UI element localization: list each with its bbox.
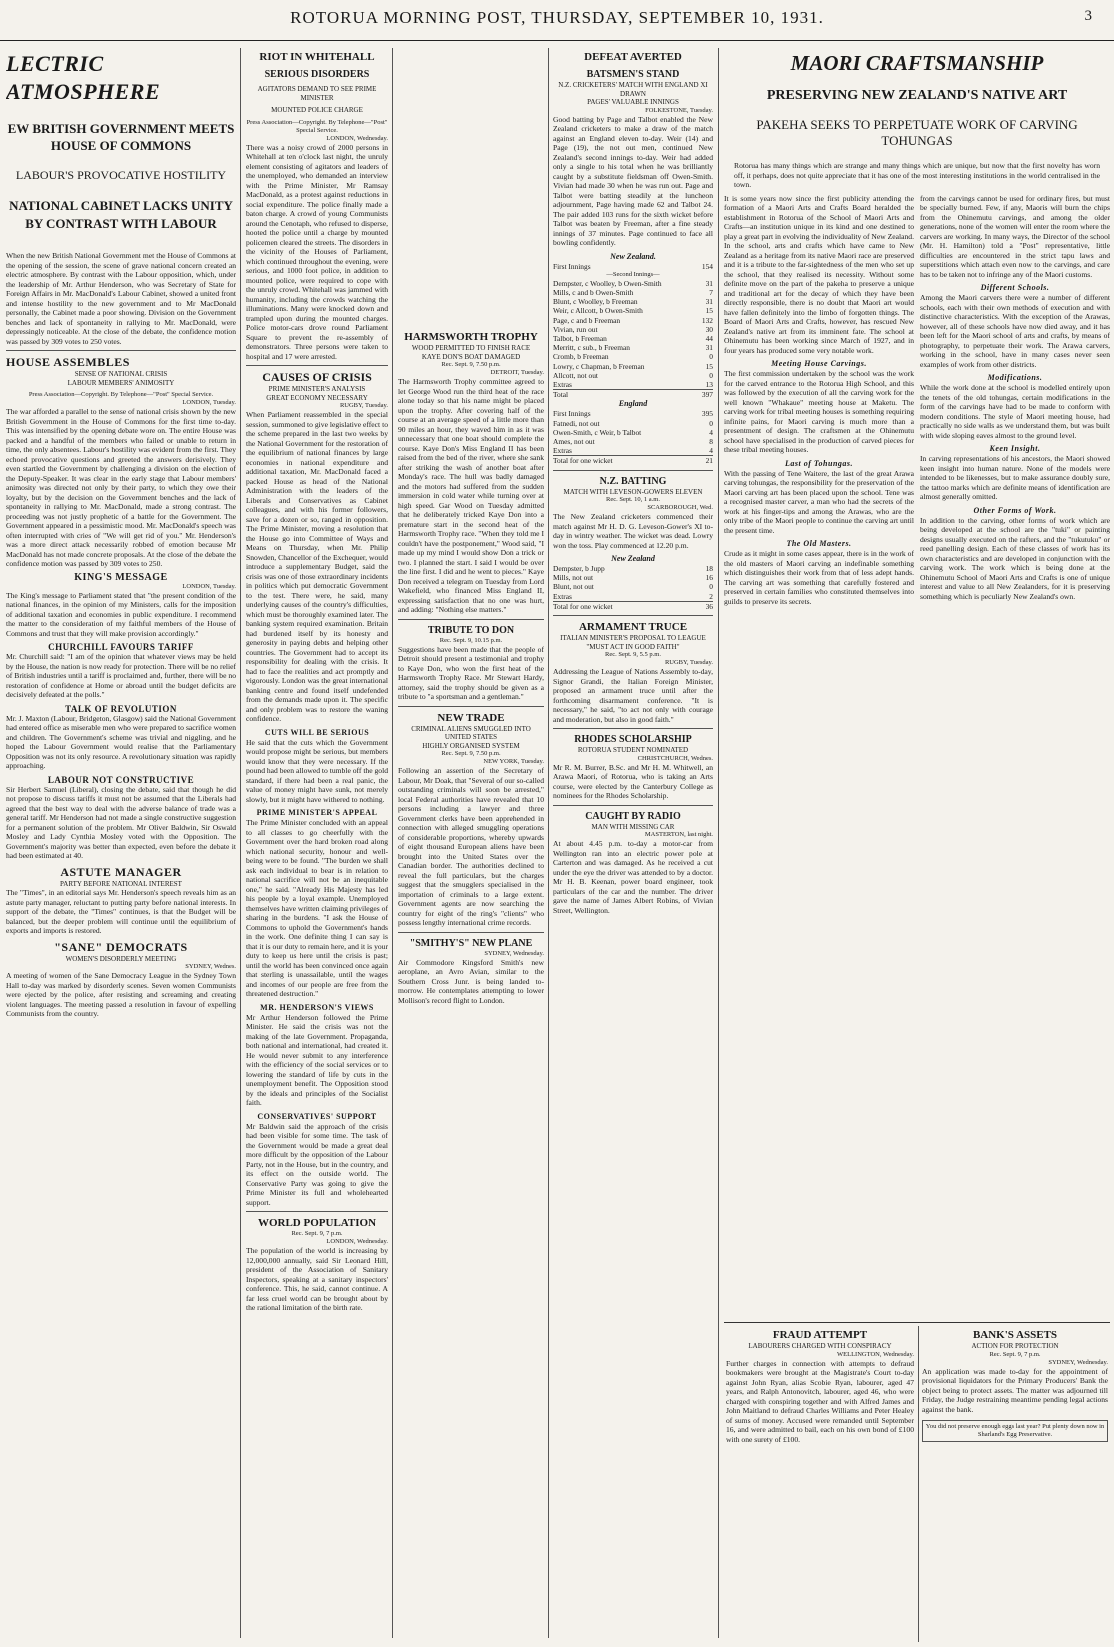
article-body: Good batting by Page and Talbot enabled the New Zealand cricketers to make a draw of the match against an England eleven to-day. Weir (14) and Page (19), the not out men, continued New Zealand's second innings to-day. Weir had added only a single to his total when he was brilliantly caught by a substitute fieldsman off Owen-Smith. Vivian had made 30 when he was run out. Page and Talbot were batting steadily at the luncheon adjournment, Page having made 62 and Talbot 24. The pair added 103 runs for the sixth wicket before Talbot was beaten by Freeman, after a fine steady innings of 37 minutes. Page continued to face all bowling confidently. — [553, 114, 713, 247]
dateline: LONDON, Tuesday. — [182, 399, 236, 406]
dateline: NEW YORK, Tuesday. — [483, 758, 544, 765]
scorecard-row — [553, 409, 713, 418]
rule — [6, 350, 236, 351]
article-body: Crude as it might in some cases appear, there is in the work of the old masters of Maori carving an indefinable something which distinguishes their work from that of less adept hands. The carving art was something that carefully fostered and preserved in certain families who constituted themselves into guilds to preserve its secrets. — [724, 549, 914, 606]
scorecard-value: 0 — [709, 370, 713, 380]
scorecard-table — [553, 409, 713, 418]
rule — [246, 365, 388, 366]
subheadline: ITALIAN MINISTER'S PROPOSAL TO LEAGUE — [560, 634, 706, 643]
dateline: DETROIT, Tuesday. — [490, 369, 544, 376]
rule — [724, 1322, 1110, 1323]
subheadline: ACTION FOR PROTECTION — [971, 1342, 1059, 1350]
wire-credit: Press Association—Copyright. By Telephone—"Post" Special Service. — [246, 118, 388, 134]
scorecard-row — [553, 390, 713, 400]
dateline: RUGBY, Tuesday. — [664, 659, 713, 667]
subheadline: "MUST ACT IN GOOD FAITH" — [586, 642, 680, 651]
section-heading: TALK OF REVOLUTION — [65, 703, 177, 714]
headline: NEW TRADE — [437, 711, 505, 724]
column-divider — [548, 48, 549, 1638]
dateline: LONDON, Tuesday. — [182, 582, 236, 590]
scorecard-label: Mills, c and b Owen-Smith — [553, 287, 634, 297]
scorecard-value: 0 — [709, 418, 713, 428]
section-subheading: WOMEN'S DISORDERLY MEETING — [65, 954, 177, 963]
scorecard-row — [553, 592, 713, 601]
article-body: Following an assertion of the Secretary of Labour, Mr Doak, that "Several of our so-called outstanding criminals will soon be arrested," local Federal authorities have revealed that 10 persons including a lawyer and three Government clerks have been apprehended in connection with alleged smuggling operations of considerable proportions, whereby upwards of eight thousand European aliens have been brought into the United States over the Canadian border. The authorities declined to reveal the full particulars, but the charges suggest that the smugglers specialised in the importation of criminals to a large extent. Government agents are now searching the country for eight of the ring's "clients" who possess lengthy international crime records. — [398, 766, 544, 927]
article-body: In addition to the carving, other forms of work which are being developed at the school are the "tuki" or painting designs usually executed on the rafters, and the "tukutuku" or reed panelling design. Each of these classes of work has its own characteristics and are developed in conjunction with the carving work. The work which is being done at the Ohinemutu School of Maori Arts and Crafts is one of unique interest and value to all New Zealanders, for it is preserving something which is peculiarly New Zealand's own. — [920, 515, 1110, 601]
scorecard-label: Ames, not out — [553, 436, 595, 446]
dateline: SYDNEY, Wednesday. — [484, 949, 544, 957]
column-divider — [918, 1326, 919, 1642]
scorecard-value: 18 — [705, 564, 713, 574]
rule — [553, 805, 713, 806]
subheadline: WOOD PERMITTED TO FINISH RACE — [411, 344, 531, 352]
scorecard-label: Merritt, c sub., b Freeman — [553, 343, 630, 353]
scorecard-row — [553, 362, 713, 371]
article-body: Sir Herbert Samuel (Liberal), closing the debate, said that though he did not propose to discuss tariffs it must not be assumed that the Liberals had agreed that the best way to deal with the adverse balance of trade was a general tariff. Mr Henderson had not made a single constructive suggestion for a permanent solution of the problem. Mr Oliver Baldwin, Sir Oswald Mosley and Lady Cynthia Mosley voted with the Opposition. The Government's majority was better than expected, even before the debate it had been estimated at 40. — [6, 784, 236, 860]
subheadline: CRIMINAL ALIENS SMUGGLED INTO UNITED STATES — [411, 724, 531, 741]
scorecard-label: Lowry, c Chapman, b Freeman — [553, 361, 645, 371]
scorecard-value: 154 — [701, 261, 713, 271]
scorecard-row — [553, 279, 713, 288]
headline: "SMITHY'S" NEW PLANE — [409, 937, 533, 949]
article-banks-assets — [922, 1328, 1108, 1642]
column-defeat-averted — [553, 50, 713, 1642]
dateline: SYDNEY, Wednesday. — [1048, 1358, 1108, 1366]
headline: HARMSWORTH TROPHY — [404, 331, 538, 343]
subheadline: GREAT ECONOMY NECESSARY — [266, 393, 368, 402]
scorecard-value: 132 — [701, 315, 713, 325]
scorecard-value: 15 — [705, 306, 713, 316]
dateline: LONDON, Wednesday. — [326, 134, 388, 142]
scorecard-table — [553, 455, 713, 465]
scorecard-label: Mills, not out — [553, 573, 594, 583]
subheadline: LABOUR'S PROVOCATIVE HOSTILITY — [15, 168, 227, 182]
scorecard-value: 13 — [705, 379, 713, 389]
subheadline: PAGES' VALUABLE INNINGS — [587, 98, 679, 106]
column-riot-in-whitehall — [246, 50, 388, 1642]
scorecard-value: 4 — [709, 446, 713, 456]
section-heading: CONSERVATIVES' SUPPORT — [257, 1111, 377, 1121]
two-column-body — [724, 194, 1110, 611]
scorecard-row — [553, 343, 713, 352]
scorecard-value: 31 — [705, 297, 713, 307]
body-column-left — [724, 194, 914, 611]
headline: FRAUD ATTEMPT — [772, 1329, 868, 1341]
wire-credit: Rec. Sept. 9, 7 p.m. — [291, 1230, 343, 1237]
section-heading: Last of Tohungas. — [785, 458, 853, 468]
article-body: Mr Arthur Henderson followed the Prime Minister. He said the crisis was not the making of the late Government. Propaganda, both national and international, had created it. He would never submit to any interference with the efficiency of the social services or to lowering the standard of life by cuts in the unemployment benefit. The Opposition stood by the ideals and principles of the Socialist faith. — [246, 1012, 388, 1107]
scorecard-label: Dempster, c Woolley, b Owen-Smith — [553, 278, 662, 288]
section-heading: CHURCHILL FAVOURS TARIFF — [48, 642, 194, 652]
subheadline: PRIME MINISTER'S ANALYSIS — [268, 385, 366, 393]
article-body: Mr. J. Maxton (Labour, Bridgeton, Glasgow) said the National Government had entered office as miserable men who were prepared to sacrifice women and children. The Government's scheme was trivial and niggling, and he hoped the Labour Government would realise that the Parliamentary Opposition was not its only resource. A revolutionary situation was rapidly approaching. — [6, 713, 236, 770]
article-body: Mr R. M. Burrer, B.Sc. and Mr H. M. Whitwell, an Arawa Maori, of Rotorua, who is taking an Arts course, were elected by the Canterbury College as nominees for the Rhodes Scholarship. — [553, 762, 713, 801]
article-body: There was a noisy crowd of 2000 persons in Whitehall at ten o'clock last night, the unruly element consisting of agitators and leaders of the unemployed, who demanded an interview with the Prime Minister, Mr Ramsay MacDonald, as a protest against reductions in social expenditure. The police finally made a baton charge. A crowd of young Communists around the Cenotaph, who refused to disperse, hooted the police until a charge by mounted policemen cleared the streets. The disorders in the vicinity of the Houses of Parliament, which continued throughout the evening, were serious, and 1000 foot police, in addition to mounted police, were required to cope with the unruly crowd. Whitehall was jammed with humanity, including the crowds watching the illuminations. Many were knocked down and trampled upon during the mounted charges. Police motor-cars drove round Parliament Square to prevent the re-assembly of demonstrators. Three persons were taken to hospital and 17 were arrested. — [246, 142, 388, 361]
wire-credit: Press Association—Copyright. By Telephone—"Post" Special Service. — [28, 391, 214, 398]
scorecard-value: 397 — [701, 390, 713, 400]
scorecard-row — [553, 446, 713, 455]
article-body: The first commission undertaken by the school was the work for the carved entrance to the Rotorua High School, and this was followed by the execution of all the carving work for the well known "Whakaue" meeting house at Maketu. The carving work for tribal meeting houses is something requiring infinite pains, for Maori carving is much more than a presentment of design. The craftsmen at the Ohinemutu school have specialised in the production of carved pieces for these tribal meeting houses. — [724, 369, 914, 454]
scorecard-row — [553, 334, 713, 343]
scorecard-label: Weir, c Allcott, b Owen-Smith — [553, 306, 643, 316]
headline: WORLD POPULATION — [257, 1217, 377, 1229]
article-body: Further charges in connection with attempts to defraud bookmakers were brought at the Magistrate's Court to-day against John Ryan, alias Scobie Ryan, labourer, aged 47 years, and Ralph Antonovitch, labourer, aged 46, who were charged with conspiring together and with Alfred James and John Maitland to defraud Charles Williams and Peter Healey of sums of money. Accused were remanded until September 16, and were admitted to bail, each on his own bond of £100 with one surety of £100. — [726, 1358, 914, 1444]
scorecard-row — [553, 601, 713, 611]
advertisement-box — [922, 1420, 1108, 1442]
subheadline: ROTORUA STUDENT NOMINATED — [577, 746, 689, 755]
intro-paragraph: When the new British National Government met the House of Commons at the opening of the session, the scene of grave national concern created an electric atmosphere. By contrast with the Labour opposition, which, under the leadership of Mr. Arthur Henderson, who was Secretary of State for Foreign Affairs in Mr. MacDonald's Labour Cabinet, showed a united front and intense hostility to the new government and to Mr MacDonald personally, the Cabinet made a poor showing. Division on the Government benches and lack of spontaneity in rallying to Mr. MacDonald, were depressingly noticeable. At the close of the debate, the confidence motion was passed by 309 votes to 250 votes. — [6, 251, 236, 346]
headline: BANK'S ASSETS — [972, 1329, 1058, 1341]
subheadline: PRESERVING NEW ZEALAND'S NATIVE ART — [766, 88, 1068, 103]
headline: ARMAMENT TRUCE — [578, 621, 688, 634]
article-body: Addressing the League of Nations Assembly to-day, Signor Grandi, the Italian Foreign Minister, proposed an armament truce until after the forthcoming disarmament conference. "It is necessary," he said, "to act not only with courage and moderation, but also in good faith." — [553, 667, 713, 724]
article-body: The war afforded a parallel to the sense of national crisis shown by the new British Government in the House of Commons for the first time to-day. This was intensified by the opening debate wore on. The entire House was packed and a handful of the members who failed or unable to return in time, the only absentees. Labour's hostility was evident from the first. They echoed provocative questions and greeted the answers derisively. They even startled the Government by challenging a division on the election of the Deputy-Speaker. It was clear in the early stage that Labour members' animosity was directed not only by their party, to which they owe their loyalty, but by the decision on the Government benches and the lack of spontaneity in rallying to Mr. MacDonald, made a strong contrast. The proceeding was not justly prophetic of a battle for the Government. The Government appeared in a pessimistic mood. Mr. MacDonald's speech was often interrupted with cries of "We will get rid of you." Mr. Henderson's was a more direct attack necessarily robbed of emotion because Mr MacDonald has not made concrete proposals. At the close of the debate the confidence motion was passed by 309 votes to 250. — [6, 407, 236, 568]
scorecard-row — [553, 582, 713, 591]
article-fraud-attempt — [726, 1328, 914, 1642]
scorecard-row — [553, 316, 713, 325]
article-body: The New Zealand cricketers commenced their match against Mr H. D. G. Leveson-Gower's XI to-day in wintry weather. The wicket was dead. Lowry won the toss. Play commenced at 12.20 p.m. — [553, 512, 713, 550]
subheadline: EW BRITISH GOVERNMENT MEETS HOUSE OF COMMONS — [7, 121, 235, 153]
rule — [246, 1211, 388, 1212]
body-column-right — [920, 194, 1110, 611]
article-body: A meeting of women of the Sane Democracy League in the Sydney Town Hall to-day was marked by disorderly scenes. Seven women Communists were ejected by the police, after resisting and screaming and creating violent languages. The meeting passed a resolution in favour of expelling Communists from the country. — [6, 971, 236, 1018]
scorecard-label: Blunt, not out — [553, 582, 594, 592]
scorecard-value: 0 — [709, 582, 713, 592]
dateline: FOLKESTONE, Tuesday. — [645, 106, 713, 114]
scorecard-label: Dempster, b Jupp — [553, 564, 605, 574]
scorecard-label: Fatnedi, not out — [553, 418, 600, 428]
article-body: Mr. Churchill said: "I am of the opinion that whatever views may be held by the House, the nation is now ready for protection. There will be no relief of British industries until a tariff is proclaimed and, further, there will be no restoration of confidence at Home or abroad until the budget deficits are decisively defeated at the polls." — [6, 652, 236, 699]
scorecard-label: Extras — [553, 379, 572, 389]
dateline: LONDON, Wednesday. — [326, 1238, 388, 1245]
scorecard-label: Cromb, b Freeman — [553, 352, 609, 362]
scorecard-label: Total for one wicket — [553, 601, 613, 611]
section-heading: LABOUR NOT CONSTRUCTIVE — [47, 774, 195, 785]
column-harmsworth-trophy — [398, 330, 544, 1642]
scorecard-label: Allcott, not out — [553, 370, 598, 380]
masthead-rule — [0, 40, 1114, 41]
scorecard-value: 31 — [705, 343, 713, 353]
scorecard-label: Extras — [553, 446, 572, 456]
scorecard-table — [553, 419, 713, 456]
article-body: While the work done at the school is modelled entirely upon the tenets of the old tohungas, certain modifications in the form of the carvings have had to be made to conform with modern conditions. The style of Maori meeting house, had practically no side walls as we understand them, but was built with wide sloping eaves almost to the ground level. — [920, 383, 1110, 440]
section-heading: The Old Masters. — [786, 539, 852, 548]
article-body: It is some years now since the first publicity attending the formation of a Maori Arts and Crafts Board heralded the establishment in Rotorua of the School of Maori Arts and Crafts—an institution unique in its kind and one destined to play a great part in evolving the individuality of New Zealand. In the school, arts and crafts which have came to New Zealand as a heritage from its native Maori race are preserved and it is a tribute to the far-sightedness of the men who set up the school, that they realised its necessity. Without some definite move on the part of the pakeha to preserve a unique and traditional art for the decay of which they have been directly responsible, there is no doubt that Maori art would have fallen definitely into the limbo of forgotten things. The Board of Maori Arts and Crafts, however, has rescued New Zealand's native art from its imminent fate. The school at Ohinemutu has been working since March of 1927, and in four years has produced some very notable work. — [724, 193, 914, 355]
scorecard-heading: England — [618, 399, 648, 409]
scorecard-row — [553, 428, 713, 437]
section-subheading: PARTY BEFORE NATIONAL INTEREST — [60, 879, 182, 888]
scorecard-label: First Innings — [553, 261, 591, 271]
rule — [398, 932, 544, 933]
subheadline: SERIOUS DISORDERS — [264, 69, 370, 80]
article-body: The King's message to Parliament stated that "the present condition of the national finances, in the opinion of my Ministers, calls for the imposition of additional taxation and economies in public expenditure. I recommend the matter to the consideration of my faithful members of the House of Commons and trust that they will make provision accordingly." — [6, 590, 236, 638]
wire-credit: Rec. Sept. 9, 5.5 p.m. — [605, 651, 661, 659]
subheadline: BATSMEN'S STAND — [586, 69, 680, 80]
dateline: RUGBY, Tuesday. — [339, 402, 388, 409]
scorecard-heading: New Zealand — [611, 554, 655, 564]
article-body: Suggestions have been made that the people of Detroit should present a testimonial and trophy to Kaye Don, who won the first heat of the Harmsworth Trophy Race. Mr Stewart Hardy, attorney, said the trophy should be given as a tribute to "a sportsman and a gentleman." — [398, 644, 544, 701]
headline: CAUGHT BY RADIO — [585, 810, 681, 822]
scorecard-table — [553, 601, 713, 611]
article-body: With the passing of Tene Waitere, the last of the great Arawa carving tohungas, the responsibility for the preservation of the Maori carving art has been placed upon the school. Tene was a recognised master carver, a man who had the secrets of the work at his finger-tips and among the Arawas, who are the only tribe of the Maori people to continue the carving art until the present time. — [724, 468, 914, 535]
scorecard-row — [553, 325, 713, 334]
article-body: An application was made to-day for the appointment of provisional liquidators for the Primary Producers' Bank the object being to protect assets. The matter was adjourned till Friday, the Judge restraining meantime pending legal actions against the bank. — [922, 1366, 1108, 1414]
scorecard-value: 16 — [705, 573, 713, 583]
wire-credit: Rec. Sept. 9, 7.50 p.m. — [441, 361, 501, 368]
section-heading: ASTUTE MANAGER — [60, 864, 182, 879]
column-divider — [240, 48, 241, 1638]
subheadline: N.Z. CRICKETERS' MATCH WITH ENGLAND XI DRAWN — [558, 81, 708, 98]
section-heading: Meeting House Carvings. — [771, 359, 867, 368]
newspaper-title: ROTORUA MORNING POST, THURSDAY, SEPTEMBER 10, 1931. — [290, 8, 824, 27]
subheadline: LABOURERS CHARGED WITH CONSPIRACY — [748, 1342, 892, 1350]
section-heading: Different Schools. — [980, 283, 1050, 292]
column-divider — [718, 48, 719, 1638]
section-subheading: LABOUR MEMBERS' ANIMOSITY — [67, 378, 175, 387]
scorecard-label: Talbot, b Freeman — [553, 333, 607, 343]
rule — [553, 728, 713, 729]
article-body: Air Commodore Kingsford Smith's new aeroplane, an Avro Avian, similar to the Southern Cross Junr. is being landed to-morrow. He contemplates attempting to lower Mollison's record flight to London. — [398, 957, 544, 1005]
scorecard-value: 0 — [709, 352, 713, 362]
advertisement-text: You did not preserve enough eggs last year? Put plenty down now in Sharland's Egg Preservative. — [925, 1423, 1105, 1438]
subheadline: PAKEHA SEEKS TO PERPETUATE WORK OF CARVING TOHUNGAS — [756, 117, 1078, 148]
rule — [398, 619, 544, 620]
subheadline: MATCH WITH LEVESON-GOWERS ELEVEN — [563, 487, 703, 496]
dateline: CHRISTCHURCH, Wednes. — [637, 754, 713, 762]
article-body: The "Times", in an editorial says Mr. Henderson's speech reveals him as an astute party manager, reluctant to putting party before national interests. In support of the debate, the "Times" continues, is that the Budget will be balanced, but the deeper problem will continue until the equilibrium of exports and imports is restored. — [6, 888, 236, 935]
banner-headline: MAORI CRAFTSMANSHIP — [790, 51, 1044, 75]
scorecard-table — [553, 389, 713, 399]
scorecard-row — [553, 371, 713, 380]
section-subheading: SENSE OF NATIONAL CRISIS — [74, 370, 168, 378]
scorecard-table — [553, 262, 713, 271]
wire-credit: Rec. Sept. 9, 10.15 p.m. — [439, 636, 503, 644]
intro-paragraph: Rotorua has many things which are strange and many things which are unique, but now that the first novelty has worn off, it perhaps, does not quite appreciate that it has one of the most interesting institutions in the world centralised in the town. — [734, 161, 1100, 189]
banner-headline: LECTRIC ATMOSPHERE — [6, 51, 161, 104]
scorecard-value: 44 — [705, 333, 713, 343]
scorecard-label: First Innings — [553, 409, 591, 419]
article-body: The Prime Minister concluded with an appeal to all classes to go cheerfully with the Government over the hard broken road along which national security, honour and well-being were to be found. "The burden we shall ask each individual to bear is in relation to national sacrifice will not be an inequitable one," he said. "Already His Majesty has led his people by a loyal example. Unemployed themselves have written claiming privileges of sharing in the burdens. "I ask the House of Commons to uphold the Government's hands in the work. One definite thing I can say is that it is our duty to remain here, and it is your duty to keep us here until the crisis is past; until the world has been convinced once again that sterling is unassailable, until the wages and incomes of our people are free from the threatened destruction." — [246, 818, 388, 998]
scorecard-label: Total — [553, 390, 569, 400]
scorecard-subheading: —Second Innings— — [606, 270, 660, 278]
section-heading: Other Forms of Work. — [973, 505, 1057, 515]
scorecard-label: Extras — [553, 591, 572, 601]
scorecard-label: Owen-Smith, c Weir, b Talbot — [553, 427, 642, 437]
article-body: He said that the cuts which the Government would propose might be serious, but members would know that they were necessary. If the pound had been allowed to tumble off the gold standard, if there had been a real panic, the value of money might have sunk, not merely slowly, but it might have withered to nothing. — [246, 737, 388, 804]
subheadline: HIGHLY ORGANISED SYSTEM — [422, 741, 520, 750]
column-electric-atmosphere — [6, 50, 236, 1642]
wire-credit: Rec. Sept. 10, 1 a.m. — [606, 496, 660, 504]
scorecard-value: 31 — [705, 278, 713, 288]
scorecard-row — [553, 262, 713, 271]
wire-credit: Rec. Sept. 9, 7 p.m. — [989, 1350, 1041, 1358]
headline: TRIBUTE TO DON — [427, 624, 515, 636]
rule — [398, 706, 544, 707]
headline: DEFEAT AVERTED — [584, 51, 682, 63]
subheadline: MAN WITH MISSING CAR — [591, 822, 675, 831]
scorecard-value: 36 — [705, 601, 713, 611]
dateline: SYDNEY, Wednes. — [185, 963, 236, 970]
article-body: When Parliament reassembled in the special session, summoned to give legislative effect to the scheme prepared in the last two weeks by the National Government for the restoration of the equilibrium of national finances by large economies in national expenditure and additional taxation, Mr. MacDonald faced a packed House as head of the National Administration with the leaders of the Liberals and Conservatives as Cabinet colleagues, and with his former followers, save for a dozen or so, ranged in opposition. The Prime Minister, moving a resolution that the House go into Committee of Ways and Means on Thursday, when Mr. Philip Snowden, Chancellor of the Exchequer, would introduce a supplementary Budget, said the crisis was one of those extraordinary incidents in politics which put democratic Government to the test. There were, he said, many underlying causes of the country's difficulties, which must be thoroughly examined later. The banking system required examination. Britain had burdened itself by its honesty and generosity in paying debts and helping other countries. The Government had to accept its responsibility for dealing with the crisis. It had to face the realities and act promptly and vigorously. London was the great international banking centre and found itself undefended from the demands made upon it. The specific and only problem was to restore the waning confidence. — [246, 410, 388, 723]
scorecard-row — [553, 352, 713, 361]
scorecard-row — [553, 456, 713, 466]
scorecard-value: 15 — [705, 361, 713, 371]
section-heading: CUTS WILL BE SERIOUS — [264, 727, 370, 737]
section-heading: KING'S MESSAGE — [74, 571, 168, 583]
wire-credit: Rec. Sept. 9, 7.50 p.m. — [441, 750, 501, 757]
article-body: Among the Maori carvers there were a number of different schools, each with their own methods of execution and with distinctive characteristics. With the exception of the Arawas, however, all of these schools have now died away, and it has been left for the Maori school of arts and crafts, by means of photography, to perpetuate their work. The Arawa carvers, working in the school, have in many cases never seen examples of work from other districts. — [920, 293, 1110, 369]
dateline: MASTERTON, last night. — [644, 831, 713, 839]
scorecard-value: 4 — [709, 427, 713, 437]
scorecard-row — [553, 297, 713, 306]
scorecard-label: Vivian, run out — [553, 324, 598, 334]
scorecard-row — [553, 288, 713, 297]
subheadline: KAYE DON'S BOAT DAMAGED — [421, 352, 521, 361]
scorecard-row — [553, 573, 713, 582]
section-heading: HOUSE ASSEMBLES — [6, 355, 130, 369]
scorecard-label: Total for one wicket — [553, 456, 613, 466]
scorecard-row — [553, 306, 713, 315]
article-body: The population of the world is increasing by 12,000,000 annually, said Sir Leonard Hill, president of the Association of Sanitary Inspectors, speaking at a sanitary inspectors' conference. This, he said, cannot continue. A far less cruel world can be brought about by the rational limitation of the birth rate. — [246, 1246, 388, 1312]
rule — [553, 615, 713, 616]
scorecard-value: 395 — [701, 409, 713, 419]
scorecard-row — [553, 419, 713, 428]
headline: CAUSES OF CRISIS — [262, 370, 372, 384]
headline: RHODES SCHOLARSHIP — [574, 734, 692, 746]
scorecard-label: Page, c and b Freeman — [553, 315, 621, 325]
scorecard-heading: New Zealand. — [610, 251, 656, 261]
scorecard-value: 30 — [705, 324, 713, 334]
scorecard-row — [553, 380, 713, 389]
scorecard-label: Blunt, c Woolley, b Freeman — [553, 297, 638, 307]
headline: RIOT IN WHITEHALL — [259, 51, 375, 63]
page-number: 3 — [1084, 8, 1092, 24]
subheadline: AGITATORS DEMAND TO SEE PRIME MINISTER — [257, 85, 377, 102]
scorecard-row — [553, 564, 713, 573]
section-heading: "SANE" DEMOCRATS — [54, 939, 188, 954]
article-body: At about 4.45 p.m. to-day a motor-car from Wellington ran into an electric power pole at Carterton and was damaged. As he received a cut under the eye the driver was attended to by a doctor. Mr H. B. Keenan, power board engineer, took particulars of the car and the number. The driver gave the name of James Albert Robins, of Vivian Street, Wellington. — [553, 839, 713, 915]
headline: N.Z. BATTING — [599, 475, 667, 487]
rule — [553, 470, 713, 471]
subheadline: MOUNTED POLICE CHARGE — [271, 106, 363, 114]
section-heading: Modifications. — [987, 373, 1043, 382]
section-heading: MR. HENDERSON'S VIEWS — [260, 1002, 374, 1012]
scorecard-row — [553, 437, 713, 446]
article-body: Mr Baldwin said the approach of the crisis had been visible for some time. The task of the Government would be made a great deal more difficult by the opposition of the Labour Party, not in the House, but in the country, and its effect on the outside world. The Conservative Party was going to give the Prime Minister its full and wholehearted support. — [246, 1121, 388, 1207]
masthead — [0, 0, 1114, 42]
section-heading: Keen Insight. — [989, 444, 1041, 453]
article-body: from the carvings cannot be used for ordinary fires, but must be specially burned. Few, if any, Maoris will burn the chips from the Ohinemutu carvings, and among the older generations, none of the women will enter the room where the carvers are working. In many ways, the Director of the school (Mr. H. Hamilton) told a "Post" representative, little difficulties are encountered in the strict tapu laws and superstitions which attach even now to the carvings, and care has to be taken not to infringe any of the Maori customs. — [920, 193, 1110, 279]
scorecard-table — [553, 564, 713, 601]
article-body: The Harmsworth Trophy committee agreed to let George Wood run the third heat of the race alone today so that his name might be placed upon the trophy. After covering half of the course at an average speed of a little more than 90 miles an hour, they waved him in as it was unnecessary that one boat should complete the course. Kaye Don's Miss England II has been raised from the bed of the river, where she sank after striking the wash of another boat after Monday's race. The hull was badly damaged and the motors had suffered from the sudden immersion in cold water while turning over at high speed. Gar Wood on Tuesday admitted that he deliberately tricked Kaye Don into a premature start in the second heat of the Harmsworth Trophy race. "When they told me I couldn't have the postponement," Wood said, "I made up my mind I would show Don a trick or two. I planned the start. I said I would be over the line first. I did and he went to pieces." Kaye Don received a telegram on Tuesday from Lord Wakefield, who financed Miss England II, expressing satisfaction that no one was hurt, and adding: "Nothing else matters." — [398, 377, 544, 614]
scorecard-table — [553, 279, 713, 389]
scorecard-value: 21 — [705, 456, 713, 466]
subheadline: NATIONAL CABINET LACKS UNITY BY CONTRAST WITH LABOUR — [9, 198, 233, 231]
dateline: SCARBOROUGH, Wed. — [647, 504, 713, 512]
scorecard-value: 2 — [709, 591, 713, 601]
article-body: In carving representations of his ancestors, the Maori showed keen insight into human nature. None of the models were intended to be likenesses, but to make assurance doubly sure, the tattoo marks which are definite means of identification are almost generally omitted. — [920, 454, 1110, 501]
dateline: WELLINGTON, Wednesday. — [837, 1350, 914, 1358]
scorecard-value: 8 — [709, 436, 713, 446]
section-heading: PRIME MINISTER'S APPEAL — [256, 808, 378, 817]
scorecard-value: 7 — [709, 287, 713, 297]
column-divider — [392, 48, 393, 1638]
